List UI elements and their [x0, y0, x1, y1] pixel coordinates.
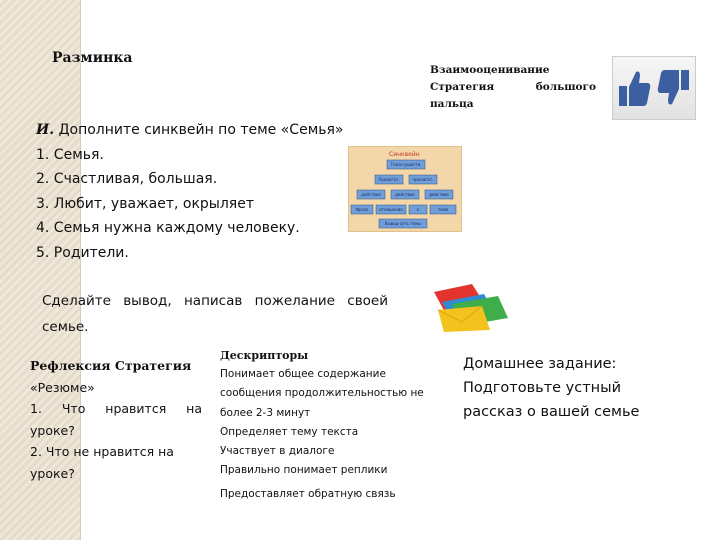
scheme-label: действие — [395, 192, 415, 197]
reflection-question-2: 2. Что не нравится на — [30, 444, 174, 459]
assessment-line1: Взаимооценивание — [430, 64, 550, 76]
task-intro-text: Дополните синквейн по теме «Семья» — [58, 122, 344, 138]
task-item: 2. Счастливая, большая. — [36, 171, 218, 187]
reflection-question-1-end: уроке? — [30, 422, 75, 438]
task-intro — [36, 118, 344, 143]
descriptors-block — [220, 346, 450, 505]
cinquain-scheme-diagram — [348, 146, 462, 232]
descriptor-item: Предоставляет обратную связь — [220, 488, 396, 501]
assessment-word: большого — [535, 81, 596, 93]
task-item: 4. Семья нужна каждому человеку. — [36, 220, 300, 236]
task-item: 1. Семья. — [36, 146, 104, 163]
cinquain-task — [36, 118, 344, 265]
reflection-word: нравится — [105, 401, 167, 416]
descriptors-heading: Дескрипторы — [220, 349, 309, 362]
scheme-label: действие — [361, 192, 381, 197]
reflection-word: 1. — [30, 401, 42, 416]
descriptor-item: Правильно понимает реплики — [220, 464, 388, 477]
homework-block — [463, 352, 663, 424]
scheme-label: к — [416, 207, 420, 212]
task-item: 5. Родители. — [36, 244, 129, 261]
assessment-line2 — [430, 79, 596, 96]
reflection-question-1 — [30, 398, 202, 420]
task-lead: И. — [36, 122, 55, 138]
descriptor-item: Понимает общее содержание сообщения продолжительностью не более 2-3 минут — [220, 368, 424, 419]
scheme-label: теме — [437, 207, 449, 212]
scheme-label: Вывод-суть темы — [384, 221, 422, 226]
thumbs-down-icon — [657, 68, 691, 108]
descriptor-item: Определяет тему текста — [220, 425, 359, 438]
scheme-label: отношение — [379, 207, 403, 212]
scheme-label: Фраза — [355, 207, 369, 212]
reflection-word: на — [186, 401, 202, 416]
scheme-label: Прилагат. — [378, 177, 400, 182]
reflection-question-2-end: уроке? — [30, 465, 75, 481]
thumbs-image — [612, 56, 696, 120]
assessment-line3: пальца — [430, 98, 474, 110]
reflection-block — [30, 355, 202, 484]
reflection-strategy: «Резюме» — [30, 379, 95, 395]
thumbs-up-icon — [617, 68, 651, 108]
scheme-label: Тема-существ. — [390, 162, 422, 167]
conclusion-instruction: Сделайте вывод, написав пожелание своей семье. — [42, 293, 388, 335]
task-item: 3. Любит, уважает, окрыляет — [36, 195, 254, 212]
page-title: Разминка — [52, 50, 133, 66]
scheme-label: прилагат. — [412, 177, 434, 182]
homework-heading: Домашнее задание: — [463, 356, 617, 372]
homework-text: Подготовьте устный рассказ о вашей семье — [463, 380, 640, 420]
scheme-title: Синквейн — [389, 151, 420, 158]
assessment-word: Стратегия — [430, 81, 495, 93]
reflection-heading: Рефлексия Стратегия — [30, 358, 192, 373]
envelopes-image — [432, 284, 512, 332]
peer-assessment-caption — [430, 62, 596, 113]
descriptor-item: Участвует в диалоге — [220, 445, 335, 458]
reflection-word: Что — [61, 401, 86, 416]
scheme-label: действие — [429, 192, 449, 197]
